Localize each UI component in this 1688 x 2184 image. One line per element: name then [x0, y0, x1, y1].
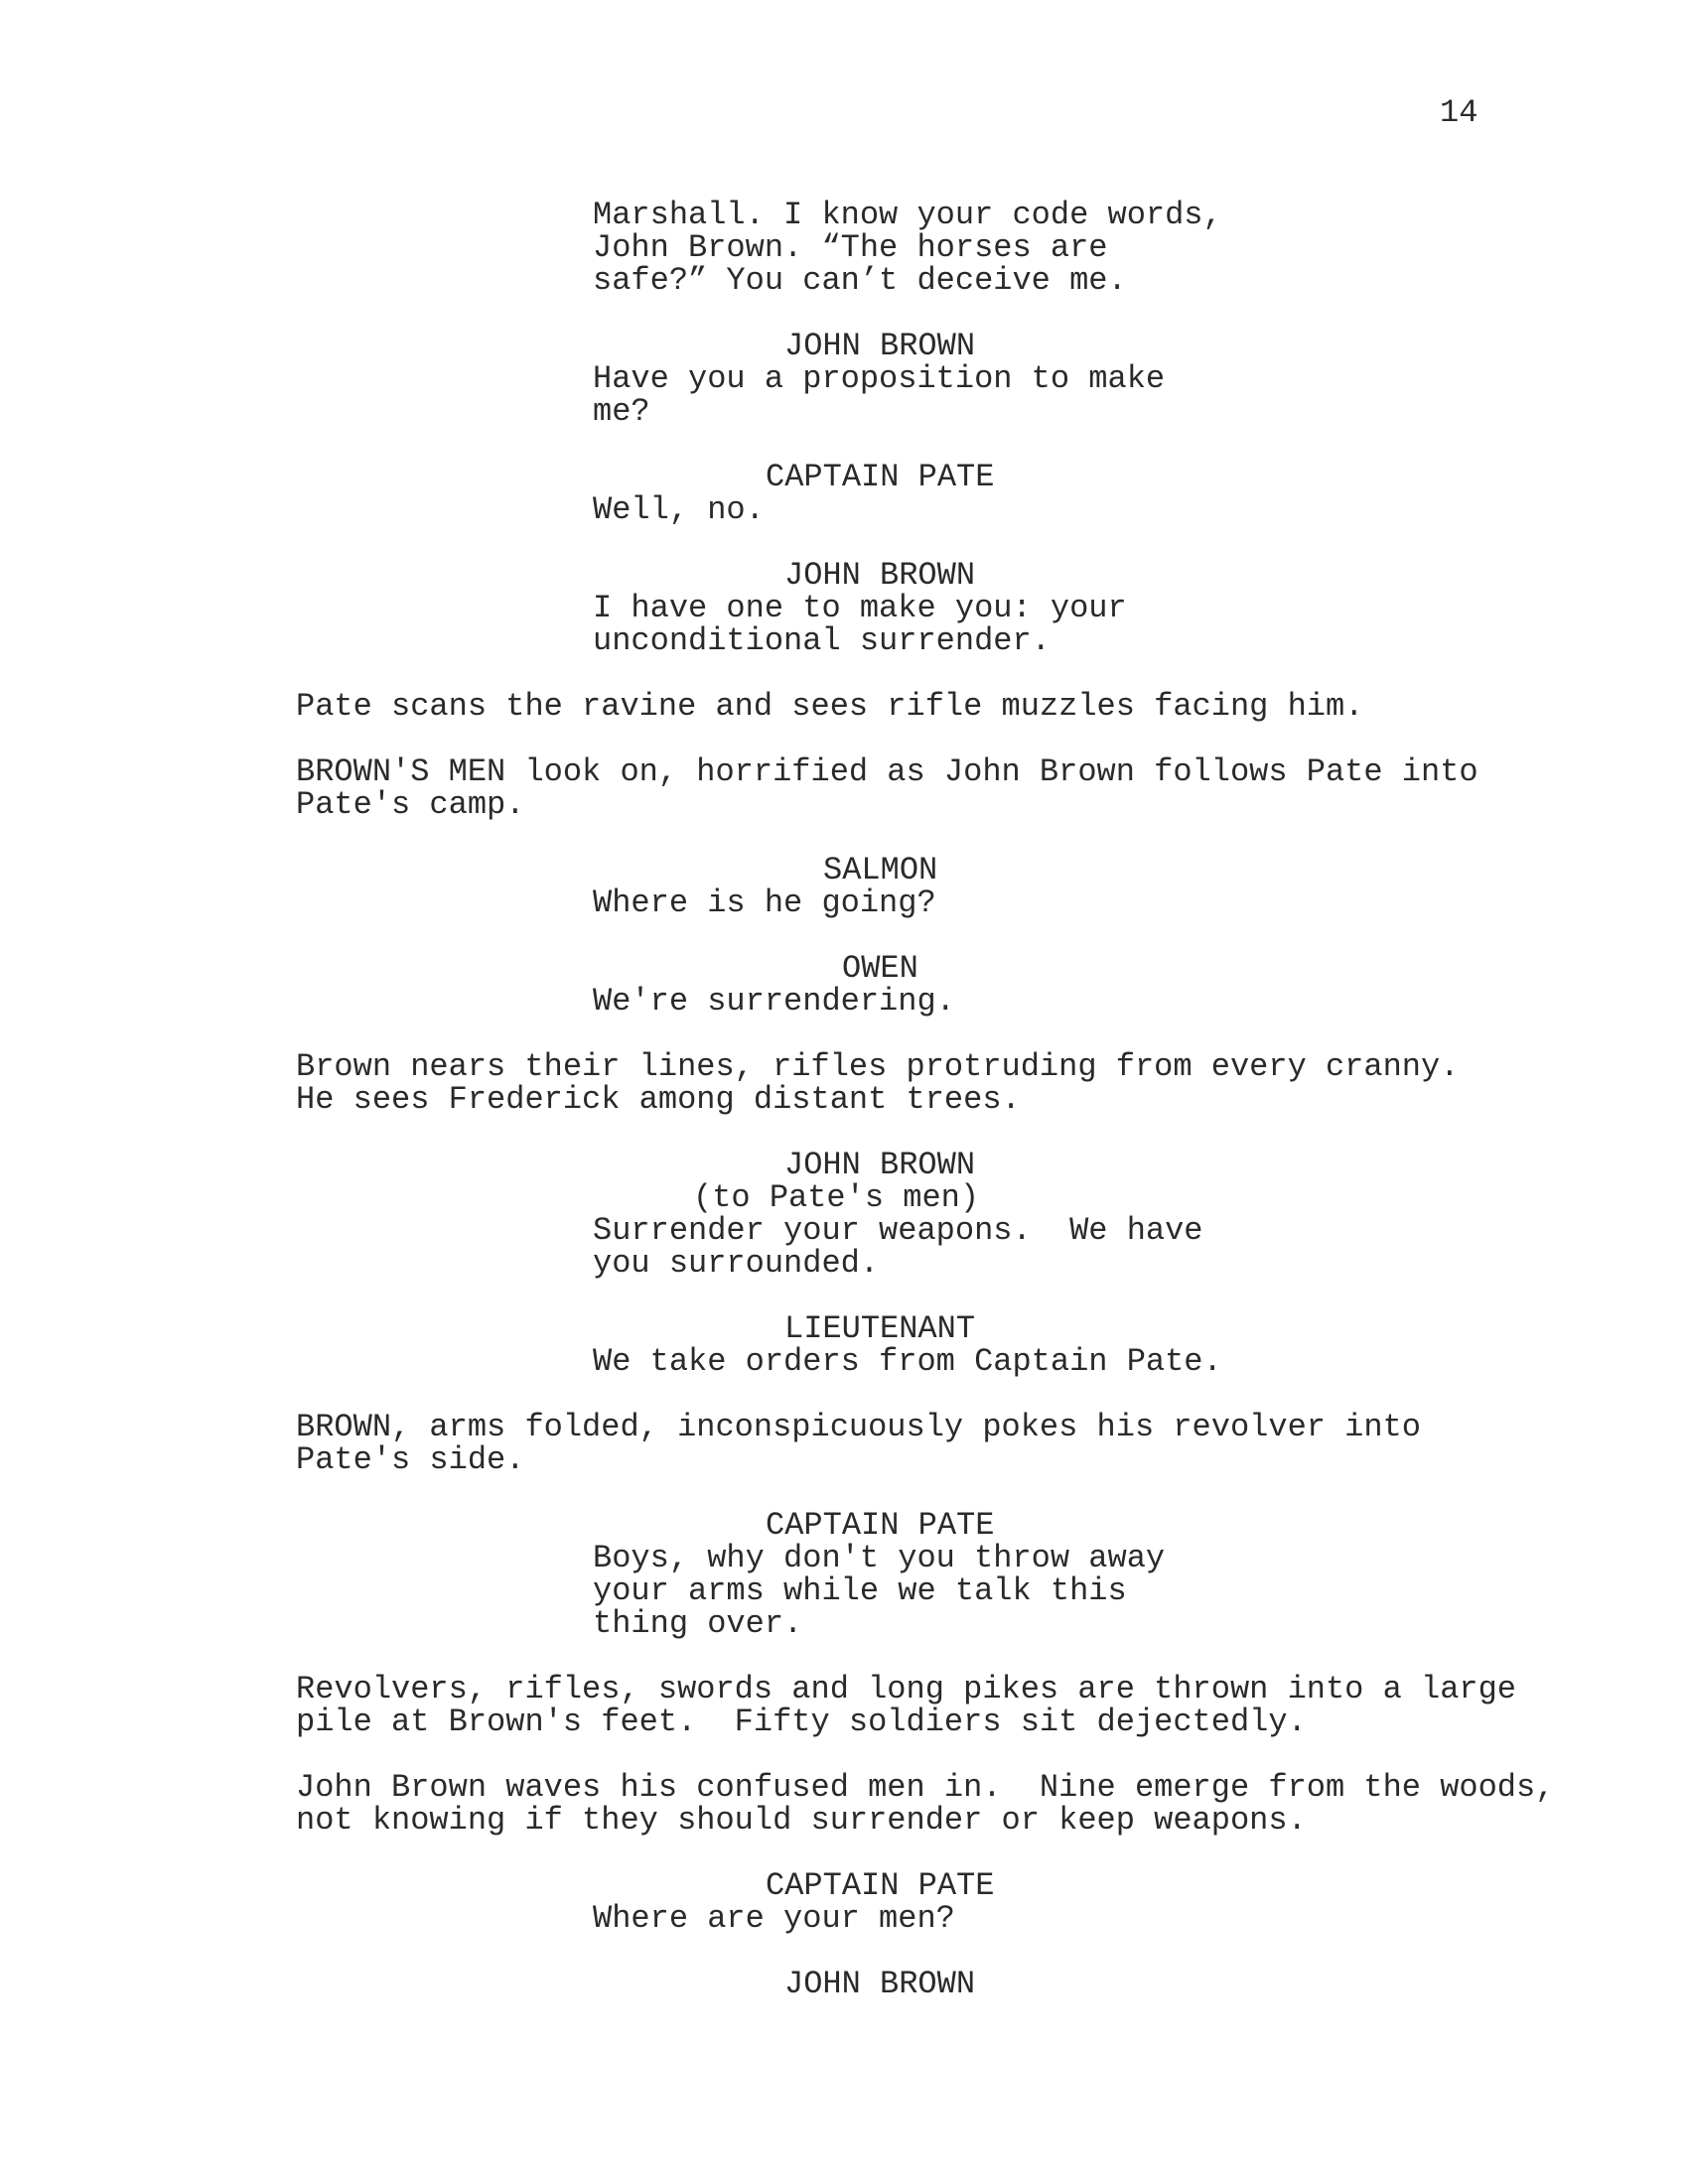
dialogue-line: Boys, why don't you throw away: [593, 1540, 1166, 1576]
dialogue-line: your arms while we talk this: [593, 1572, 1127, 1609]
parenthetical: (to Pate's men): [693, 1179, 980, 1216]
action-line: John Brown waves his confused men in. Nine emerge from the woods,: [296, 1769, 1555, 1806]
page-number: 14: [1440, 94, 1478, 131]
dialogue-line: We're surrendering.: [593, 983, 955, 1020]
action-line: Pate scans the ravine and sees rifle muzzles facing him.: [296, 688, 1364, 725]
dialogue-line: I have one to make you: your: [593, 590, 1127, 626]
character-name: JOHN BROWN: [784, 557, 976, 594]
dialogue-line: Surrender your weapons. We have: [593, 1212, 1203, 1249]
character-name: JOHN BROWN: [784, 1966, 976, 2002]
character-name: CAPTAIN PATE: [766, 459, 995, 495]
dialogue-line: We take orders from Captain Pate.: [593, 1343, 1222, 1380]
dialogue-line: Marshall. I know your code words,: [593, 197, 1222, 233]
character-name: OWEN: [842, 950, 918, 987]
dialogue-line: safe?” You can’t deceive me.: [593, 262, 1127, 299]
character-name: LIEUTENANT: [784, 1310, 976, 1347]
action-line: Pate's side.: [296, 1441, 525, 1478]
character-name: JOHN BROWN: [784, 328, 976, 364]
dialogue-line: John Brown. “The horses are: [593, 229, 1108, 266]
character-name: SALMON: [823, 852, 938, 888]
action-line: pile at Brown's feet. Fifty soldiers sit dejectedly.: [296, 1704, 1307, 1740]
action-line: Brown nears their lines, rifles protruding from every cranny.: [296, 1048, 1460, 1085]
dialogue-line: Have you a proposition to make: [593, 360, 1166, 397]
action-line: BROWN'S MEN look on, horrified as John Brown follows Pate into: [296, 753, 1478, 790]
character-name: CAPTAIN PATE: [766, 1867, 995, 1904]
character-name: CAPTAIN PATE: [766, 1507, 995, 1544]
dialogue-line: you surrounded.: [593, 1245, 880, 1282]
dialogue-line: Well, no.: [593, 491, 765, 528]
dialogue-line: me?: [593, 393, 650, 430]
dialogue-line: Where is he going?: [593, 885, 936, 921]
action-line: He sees Frederick among distant trees.: [296, 1081, 1021, 1118]
dialogue-line: thing over.: [593, 1605, 803, 1642]
character-name: JOHN BROWN: [784, 1147, 976, 1183]
action-line: BROWN, arms folded, inconspicuously pokes his revolver into: [296, 1409, 1421, 1445]
dialogue-line: unconditional surrender.: [593, 622, 1051, 659]
action-line: Pate's camp.: [296, 786, 525, 823]
action-line: not knowing if they should surrender or keep weapons.: [296, 1802, 1307, 1839]
dialogue-line: Where are your men?: [593, 1900, 955, 1937]
action-line: Revolvers, rifles, swords and long pikes are thrown into a large: [296, 1671, 1516, 1707]
